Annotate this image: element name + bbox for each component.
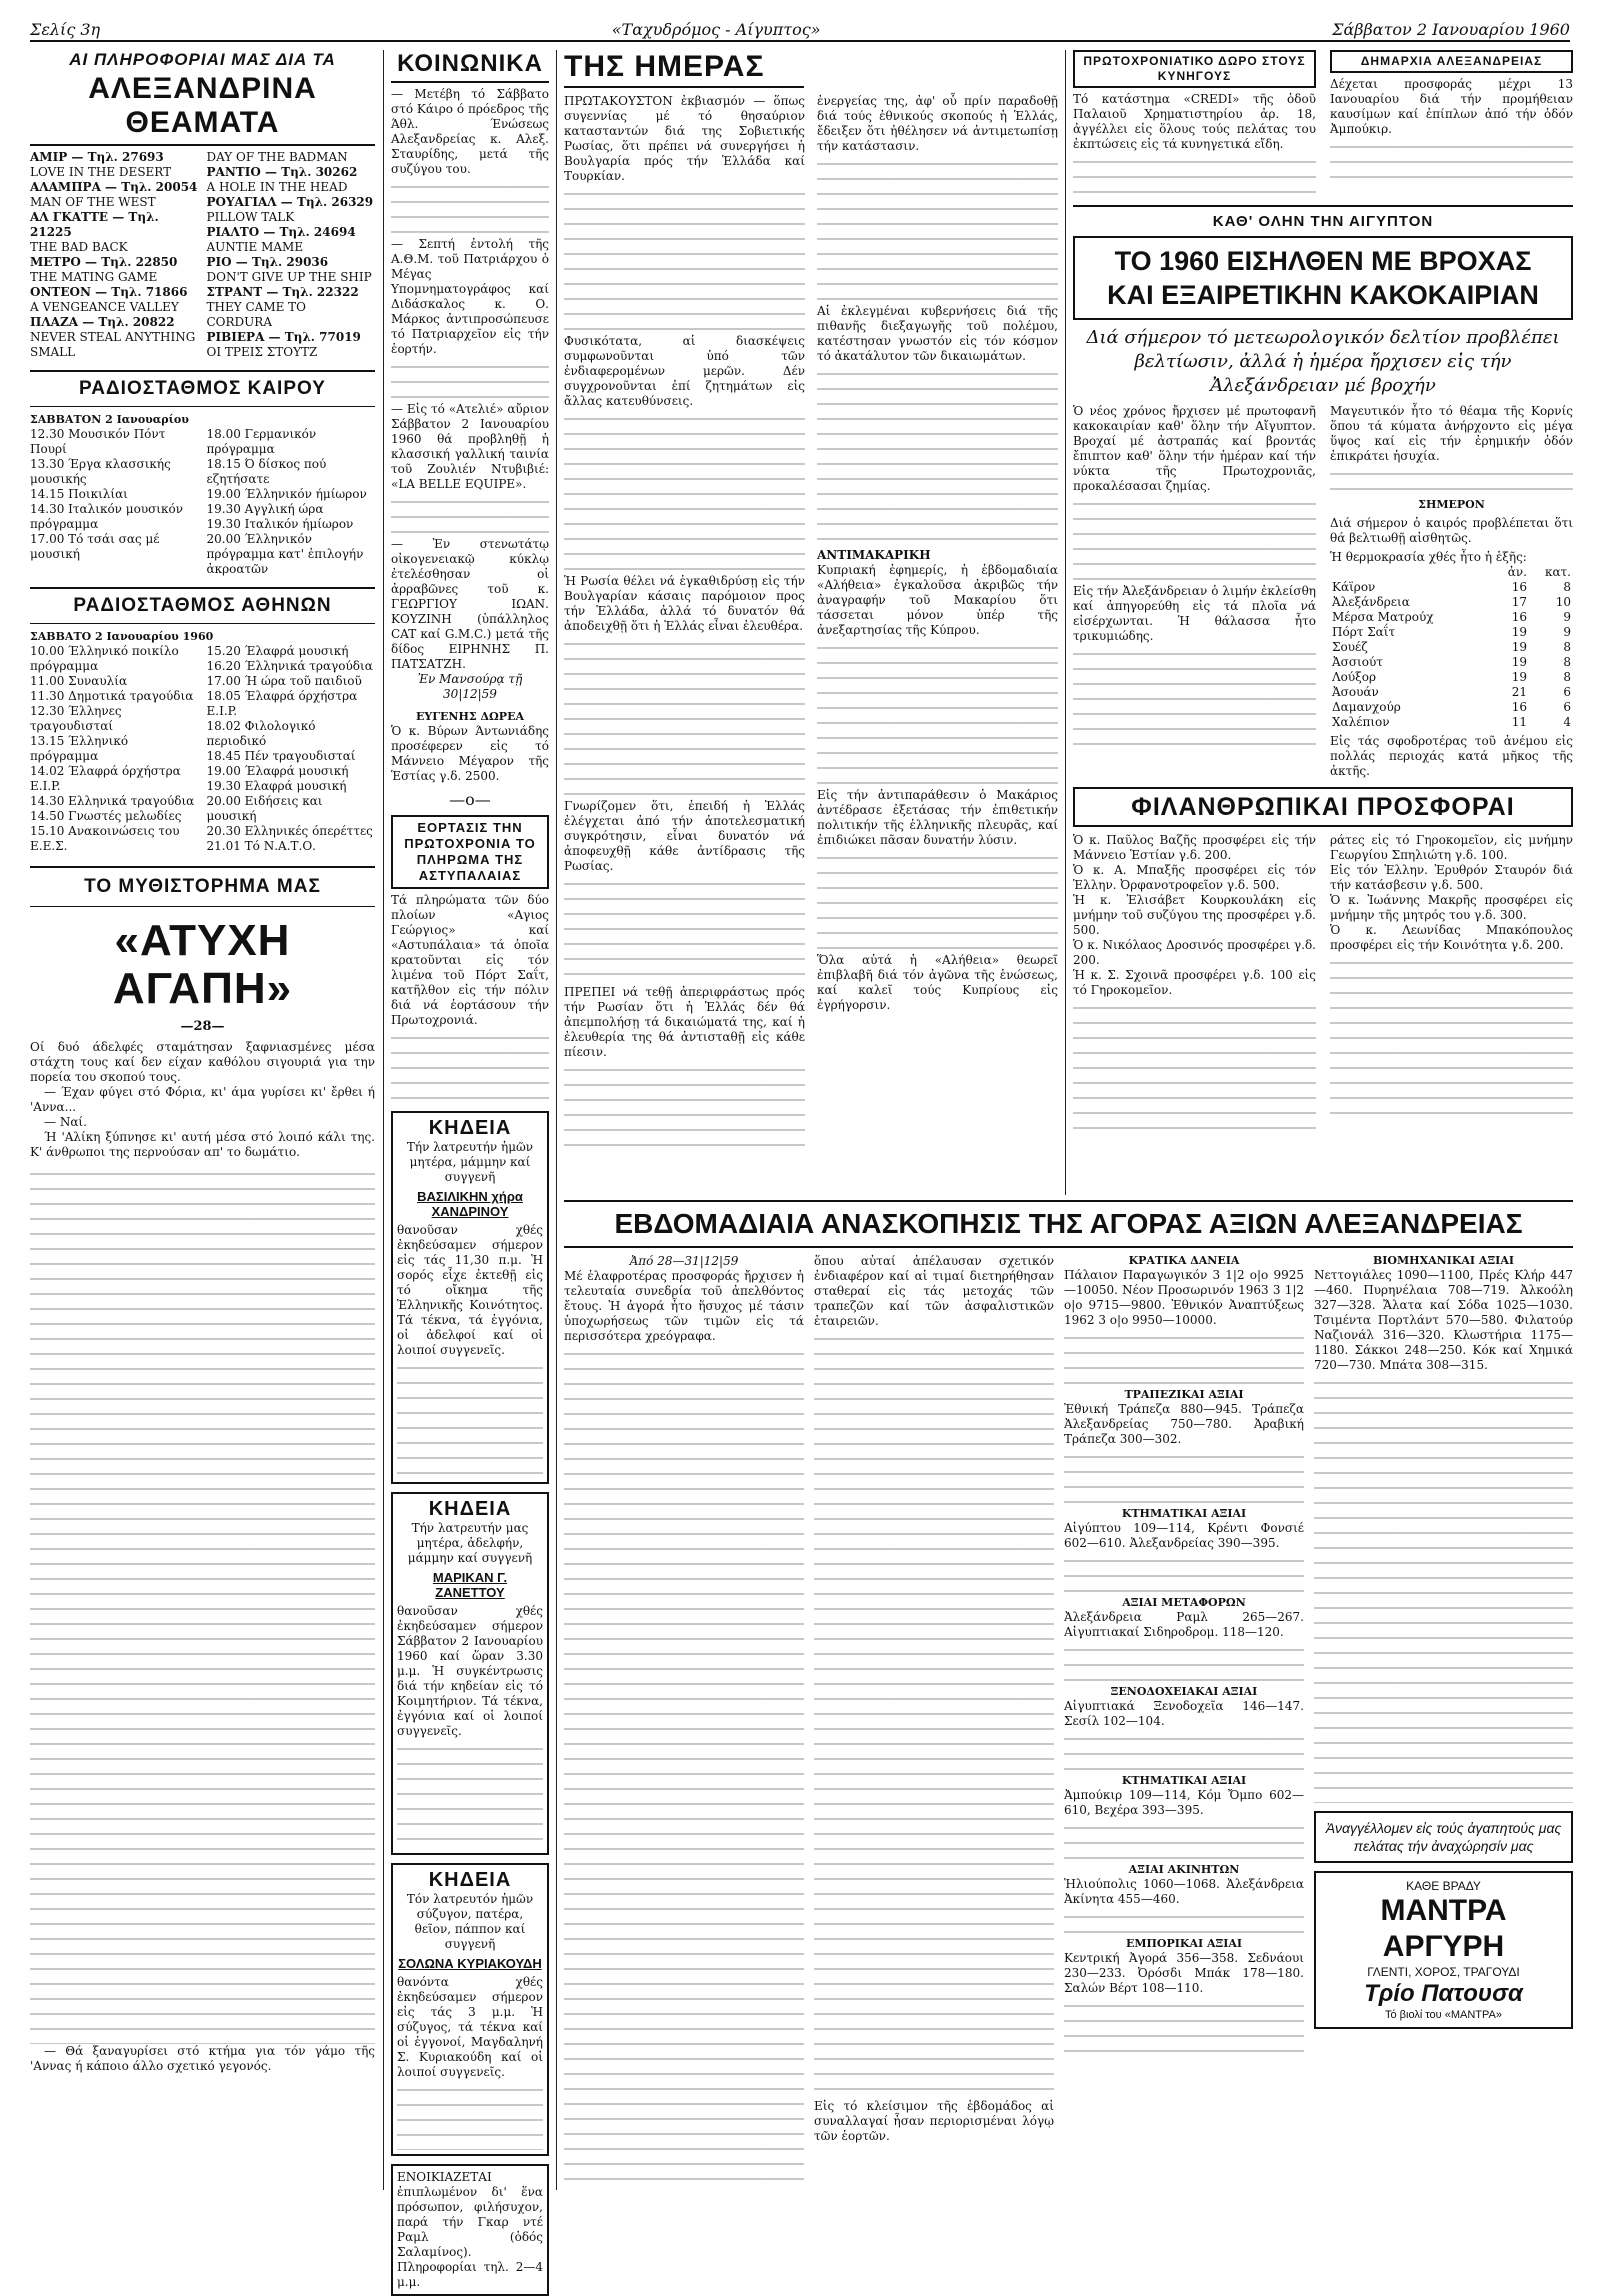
philanthropy-item: Ἡ κ. Ἐλισάβετ Κουρκουλάκη εἰς μνήμην τοῦ συζύγου της προσφέρει γ.δ. 500.: [1073, 893, 1316, 937]
novel-paragraph: — Θά ξαναγυρίσει στό κτήμα για τόν γάμο τῆς 'Αννας ή κάποιο άλλο σχετικό γεγονός.: [30, 2044, 375, 2073]
cinema-item: A VENGEANCE VALLEY: [30, 300, 179, 314]
weather-banner: ΚΑΘ' ΟΛΗΝ ΤΗΝ ΑΙΓΥΠΤΟΝ: [1212, 213, 1434, 230]
schedule-item: 17.00 Τό τσάι σας μέ μουσική: [30, 532, 160, 561]
cinema-item: ΠΛΑΖΑ — Τηλ. 20822: [30, 315, 175, 329]
event-title: ΕΟΡΤΑΣΙΣ ΤΗΝ ΠΡΩΤΟΧΡΟΝΙΑ ΤΟ ΠΛΗΡΩΜΑ ΤΗΣ ΑΣΤΥΠΑΛΑΙΑΣ: [391, 815, 549, 889]
obituary-text-body: [397, 2080, 543, 2150]
city-cell: Λούξορ: [1332, 670, 1377, 684]
page-number: Σελίς 3η: [30, 19, 101, 39]
market-text-body: [1064, 1729, 1304, 1774]
transport-text: Ἀλεξάνδρεια Ραμλ 265—267. Αἰγυπτιακαί Σιδηροδρομ. 118—120.: [1064, 1610, 1304, 1639]
market-title: ΕΒΔΟΜΑΔΙΑΙΑ ΑΝΑΣΚΟΠΗΣΙΣ ΤΗΣ ΑΓΟΡΑΣ ΑΞΙΩΝ ΑΛΕΞΑΝΔΡΕΙΑΣ: [564, 1206, 1573, 1248]
obituary-text-body: [397, 1358, 543, 1478]
day-paragraph: Αἱ ἐκλεγμέναι κυβερνήσεις διά τῆς πιθανῆς διεξαγωγῆς τοῦ πολέμου, κατέστησαν γνωστόν εἰς τόν κόσμον τό ἀκατάλυτον τῶν δικαιωμάτων.: [817, 304, 1058, 363]
day-text-body: [817, 848, 1058, 953]
schedule-item: 21.01 Τό Ν.Α.Τ.Ο.: [206, 839, 316, 853]
day-text-body: [564, 874, 805, 979]
cinema-item: ΡΟΥΑΓΙΑΛ — Τηλ. 26329: [206, 195, 374, 209]
mortgage-text: Αἰγύπτου 109—114, Κρέντι Φονσιέ 602—610. Ἀλεξανδρείας 390—395.: [1064, 1521, 1304, 1550]
obituary-text: θανόντα χθές ἐκηδεύσαμεν σήμερον εἰς τάς 3 μ.μ. Ἡ σύζυγος, τά τέκνα καί οἱ ἐγγονοί, Μαγδαληνή Σ. Κυριακούδη καί οἱ λοιποί συγγενεῖς.: [397, 1975, 543, 2079]
philanthropy-item: Ὁ κ. Παῦλος Βαζῆς προσφέρει εἰς τήν Μάννειο Ἑστίαν γ.δ. 200.: [1073, 833, 1316, 862]
schedule-item: 12.30 Έλληνες τραγουδισταί: [30, 704, 122, 733]
loans-text: Πάλαιον Παραγωγικόν 3 1|2 ο|ο 9925—10050. Νέον Προσωρινόν 1963 3 1|2 ο|ο 9715—9800. Ἐθνικόν Ἀναπτύξεως 1962 3 ο|ο 9950—10000.: [1064, 1268, 1304, 1327]
cinema-item: THE MATING GAME: [30, 270, 158, 284]
market-text-body: [1064, 1551, 1304, 1596]
novel-section-title: ΤΟ ΜΥΘΙΣΤΟΡΗΜΑ ΜΑΣ: [84, 876, 321, 897]
philanthropy-title: ΦΙΛΑΝΘΡΩΠΙΚΑΙ ΠΡΟΣΦΟΡΑΙ: [1073, 787, 1573, 827]
day-paragraph: Γνωρίζομεν ὅτι, ἐπειδή ἡ Ἑλλάς ἐλέγχεται ἀπό τήν ἀποτελεσματική συγκρότησιν, εἶναι δυνατόν νά ἀποφευχθῇ κάθε ἀντίδρασις τῆς Ρωσίας.: [564, 799, 805, 873]
novel-paragraph: — Έχαν φύγει στό Φόρια, κι' άμα γυρίσει κι' ἔρθει ή 'Αννα...: [30, 1085, 375, 1114]
schedule-item: 14.15 Ποικιλίαι: [30, 487, 128, 501]
cinema-item: LOVE IN THE DESERT: [30, 165, 172, 179]
cinema-item: ΑΜΙΡ — Τηλ. 27693: [30, 150, 164, 164]
weather-subhead: Διά σήμερον τό μετεωρολογικόν δελτίον προβλέπει βελτίωσιν, ἀλλά ἡ ἡμέρα ἤρχισεν εἰς τήν Ἀλεξάνδρειαν μέ βροχήν: [1086, 327, 1560, 396]
table-row: [1330, 610, 1573, 625]
min-cell: 8: [1563, 655, 1571, 669]
min-cell: 6: [1563, 700, 1571, 714]
running-header: [30, 18, 1570, 42]
day-text-body: [564, 634, 805, 799]
schedule-item: 18.00 Γερμανικόν πρόγραμμα: [206, 427, 317, 456]
banks-text: Ἐθνική Τράπεζα 880—945. Τράπεζα Ἀλεξανδρείας 750—780. Ἀραβική Τράπεζα 300—302.: [1064, 1402, 1304, 1446]
hotels-title: ΞΕΝΟΔΟΧΕΙΑΚΑΙ ΑΞΙΑΙ: [1110, 1685, 1258, 1698]
market-text-body: [1314, 1373, 1573, 1803]
column-of-the-day: [564, 50, 1058, 1190]
cinema-list-left: [30, 150, 199, 360]
city-cell: Κάϊρον: [1332, 580, 1376, 594]
industry-text: Νεττογιάλες 1090—1100, Πρές Κλήρ 447—460. Πυρηνέλαια 708—719. Ἀλκοόλη 327—328. Ἄλατα καί Σόδα 1025—1030. Τσιμέντα Πορτλάντ 570—580. Φιλατούρ Ναζιονάλ 316—320. Κλωστήρια 1175—1180. Σάκκοι 248—250. Κόκ καί Χημικά 720—730. Μπάτα 308—315.: [1314, 1268, 1573, 1372]
weather-text-body: [1330, 464, 1573, 494]
day-paragraph: Ἡ Ρωσία θέλει νά ἐγκαθιδρύσῃ εἰς τήν Βουλγαρίαν κάσαις παρόμοιον προς τήν Ἑλλάδα, ἀλλά τό δυνατόν θά ἀποδειχθῇ ὅτι ἡ Ἑλλάς εἶναι ἐλευθέρα.: [564, 574, 805, 633]
ad-footer: Τό βιολί του «ΜΑΝΤΡΑ»: [1385, 2009, 1502, 2021]
table-row: [1330, 595, 1573, 610]
social-item: — Σεπτή ἐντολή τῆς Α.Θ.Μ. τοῦ Πατριάρχου ὁ Μέγας Υπομνηματογράφος καί Διδάσκαλος κ. Ο. Μάρκος ἀντιπροσώπευσε τό Πατριαρχεῖον εἰς τήν ἑορτήν.: [391, 237, 549, 356]
ad-every-night: ΚΑΘΕ ΒΡΑΔΥ: [1406, 1879, 1481, 1893]
philanthropy-item: Εἰς τόν Ἑλλην. Ἐρυθρόν Σταυρόν διά τήν κατάσβεσιν γ.δ. 500.: [1330, 863, 1573, 892]
weather-headline: ΤΟ 1960 ΕΙΣΗΛΘΕΝ ΜΕ ΒΡΟΧΑΣ: [1114, 246, 1532, 276]
cinema-item: MAN OF THE WEST: [30, 195, 156, 209]
cinema-item: PILLOW TALK: [206, 210, 295, 224]
cinema-item: AUNTIE MAME: [206, 240, 304, 254]
day-paragraph: Ὅλα αὐτά ἡ «Αλήθεια» θεωρεῖ ἐπιβλαβῆ διά τόν ἀγῶνα τῆς ἑνώσεως, καί καλεῖ τούς Κυπρίους εἰς ἐγρήγορσιν.: [817, 953, 1058, 1012]
donation-text: Ὁ κ. Βύρων Άντωνιάδης προσέφερεν εἰς τό Μάννειο Μέγαρον τῆς Ἑστίας γ.δ. 2500.: [391, 724, 549, 783]
table-row: [1330, 625, 1573, 640]
radio-cairo-schedule: [30, 427, 375, 577]
section-rule: [564, 1200, 1573, 1202]
hunters-ad: [1073, 50, 1316, 197]
market-text-body: [1064, 1328, 1304, 1388]
temperature-table: [1330, 565, 1573, 730]
notice-ad-text: Ἀναγγέλλομεν εἰς τούς ἀγαπητούς μας πελάτας τήν ἀναχώρησίν μας: [1325, 1820, 1562, 1854]
municipality-text: Δέχεται προσφοράς μέχρι 13 Ιανουαρίου διά τήν προμήθειαν καυσίμων καί ἐπίπλων ἀπό τήν ὁδόν Ἀμπούκιρ.: [1330, 77, 1573, 136]
schedule-item: 20.30 Ελληνικές όπερέττες: [206, 824, 373, 838]
schedule-item: 17.00 Ή ώρα τοῦ παιδιοῦ: [206, 674, 362, 688]
market-col-2: [814, 1254, 1054, 2184]
issue-date: Σάββατον 2 Ιανουαρίου 1960: [1332, 19, 1570, 39]
table-row: [1330, 685, 1573, 700]
schedule-item: 15.20 Έλαφρά μουσική: [206, 644, 349, 658]
weather-left: [1073, 404, 1316, 779]
table-row: [1330, 640, 1573, 655]
market-col-1: [564, 1254, 804, 2184]
weather-paragraph: Μαγευτικόν ἦτο τό θέαμα τῆς Κορνίς ὅπου τά κύματα ἀνήρχοντο εἰς μέγα ὕψος καί εἰς τήν ἐρημικήν ὁδόν ἐπικράτει ἡσυχία.: [1330, 404, 1573, 463]
obituary-title: ΚΗΔΕΙΑ: [428, 1498, 512, 1520]
obituary-title: ΚΗΔΕΙΑ: [428, 1117, 512, 1139]
philanthropy-item: Ὁ κ. Α. Μπαξῆς προσφέρει εἰς τόν Ἑλλην. Ὀρφανοτροφεῖον γ.δ. 500.: [1073, 863, 1316, 892]
weather-headline-box: [1073, 236, 1573, 320]
schedule-item: 20.00 Έλληνικόν πρόγραμμα κατ' ἐπιλογήν ἀκροατῶν: [206, 532, 364, 576]
novel-paragraph: — Ναί.: [44, 1115, 87, 1129]
temps-text: Διά σήμερον ὁ καιρός προβλέπεται ὅτι θά βελτιωθῇ αἰσθητῶς.: [1330, 516, 1573, 545]
social-text-body: [391, 357, 549, 402]
schedule-item: 18.02 Φιλολογικό περιοδικό: [206, 719, 316, 748]
schedule-item: 13.15 Έλληνικό πρόγραμμα: [30, 734, 129, 763]
newspaper-name: «Ταχυδρόμος - Αίγυπτος»: [611, 19, 821, 39]
city-cell: Σουέζ: [1332, 640, 1368, 654]
day-paragraph: Εἰς τήν ἀντιπαράθεσιν ὁ Μακάριος ἀντέδρασε ἐξετάσας τήν ἐπιθετικήν πολιτικήν τῆς ἑλληνικῆς πλευρᾶς, καί ἐπιδιώκει πᾶσαν δυνατήν λύσιν.: [817, 788, 1058, 847]
hunters-ad-title: ΠΡΩΤΟΧΡΟΝΙΑΤΙΚΟ ΔΩΡΟ ΣΤΟΥΣ ΚΥΝΗΓΟΥΣ: [1073, 50, 1316, 88]
day-left-column: [564, 94, 805, 1150]
schedule-item: 14.50 Γνωστές μελωδίες: [30, 809, 182, 823]
cinema-item: ΡΙΑΛΤΟ — Τηλ. 24694: [206, 225, 356, 239]
novel-text-body: [30, 1164, 375, 2044]
obituary-title: ΚΗΔΕΙΑ: [428, 1869, 512, 1891]
philanthropy-text-body: [1330, 953, 1573, 1118]
market-col-3: [1064, 1254, 1304, 2184]
realestate-title: ΑΞΙΑΙ ΑΚΙΝΗΤΩΝ: [1128, 1863, 1240, 1876]
cinema-item: ΣΤΡΑΝΤ — Τηλ. 22322: [206, 285, 359, 299]
cinema-kicker: ΑΙ ΠΛΗΡΟΦΟΡΙΑΙ ΜΑΣ ΔΙΑ ΤΑ: [69, 50, 336, 69]
temps-after: Εἰς τάς σφοδροτέρας τοῦ ἀνέμου εἰς πολλάς περιοχάς κατά μῆκος τῆς ἀκτῆς.: [1330, 734, 1573, 778]
column-entertainment: [30, 50, 375, 2200]
min-cell: 9: [1563, 625, 1571, 639]
social-item: — Εἰς τό «Ατελιέ» αὔριον Σάββατον 2 Ιανουαρίου 1960 θά προβληθῇ ἡ κλασσική γαλλική ταινία τοῦ Ζουλιέν Ντυβιβιέ: «LA BELLE EQUIPE».: [391, 402, 549, 491]
schedule-item: 10.00 Έλληνικό ποικίλο πρόγραμμα: [30, 644, 179, 673]
radio-athens-day: ΣΑΒΒΑΤΟ 2 Ιανουαρίου 1960: [30, 630, 214, 643]
max-cell: 11: [1511, 715, 1527, 729]
obituary-text: θανοῦσαν χθές ἐκηδεύσαμεν σήμερον Σάββατον 2 Ιανουαρίου 1960 καί ὥραν 3.30 μ.μ. Ἡ συγκέντρωσις διά τήν κηδείαν εἰς τό Κοιμητήριον. Τά τέκνα, ἐγγόνια καί οἱ λοιποί συγγενεῖς.: [397, 1604, 543, 1738]
schedule-item: 14.30 Ιταλικόν μουσικόν πρόγραμμα: [30, 502, 184, 531]
cinema-item: ΑΛ ΓΚΑΤΤΕ — Τηλ. 21225: [30, 210, 159, 239]
min-cell: 8: [1563, 580, 1571, 594]
max-cell: 19: [1511, 625, 1527, 639]
industry-title: ΒΙΟΜΗΧΑΝΙΚΑΙ ΑΞΙΑΙ: [1372, 1254, 1515, 1267]
market-text-body: [1064, 1640, 1304, 1685]
radio-athens-title: ΡΑΔΙΟΣΤΑΘΜΟΣ ΑΘΗΝΩΝ: [73, 595, 332, 616]
max-cell: 21: [1511, 685, 1527, 699]
cinema-item: ΜΕΤΡΟ — Τηλ. 22850: [30, 255, 178, 269]
min-cell: 6: [1563, 685, 1571, 699]
obituary-box: [391, 1492, 549, 1855]
social-dateline: Ἐν Μανσούρᾳ τῇ 30|12|59: [417, 672, 523, 701]
market-text-body: [1064, 1447, 1304, 1507]
column-social: [391, 50, 549, 2289]
philanthropy-item: Ὁ κ. Νικόλαος Δροσινός προσφέρει γ.δ. 200.: [1073, 938, 1316, 967]
novel-paragraph: Ή 'Αλίκη ξύπνησε κι' αυτή μέσα στό λοιπό κάλι της. Κ' άνθρωποι της περνούσαν απ' το δωμάτιο.: [30, 1130, 375, 1159]
weather-right: [1330, 404, 1573, 779]
table-row: [1330, 700, 1573, 715]
social-item: — Ἐν στενωτάτῳ οἰκογενειακῷ κύκλῳ ἐτελέσθησαν οἱ ἀρραβῶνες τοῦ κ. ΓΕΩΡΓΙΟΥ ΙΩΑΝ. ΚΟΥΖΙΝΗ (ὑπάλληλος CAT καί G.M.C.) μετά τῆς δίδος ΕΙΡΗΝΗΣ Π. ΠΑΤΣΑΤΖΗ.: [391, 537, 549, 671]
hotels-text: Αἰγυπτιακά Ξενοδοχεῖα 146—147. Σεσίλ 102—104.: [1064, 1699, 1304, 1728]
cinema-item: ΡΑΝΤΙΟ — Τηλ. 30262: [206, 165, 358, 179]
schedule-item: 19.30 Ιταλικόν ήμίωρον: [206, 517, 354, 531]
ad-trio: Τρίο Πατουσα: [1364, 1980, 1523, 2007]
novel-part: —28—: [180, 1019, 225, 1034]
day-title: ΤΗΣ ΗΜΕΡΑΣ: [564, 50, 804, 88]
min-cell: 10: [1555, 595, 1571, 609]
day-paragraph: ἐνεργείας της, ἀφ' οὗ πρίν παραδοθῇ διά τούς ἐθνικούς σκοπούς ἡ Ἑλλάς, ἔδειξεν ὅτι ἠθέλησεν νά ἀντιμετωπίσῃ τήν κατάστασιν.: [817, 94, 1058, 153]
table-row: [1330, 655, 1573, 670]
antimakariki-title: ΑΝΤΙΜΑΚΑΡΙΚΗ: [817, 548, 931, 562]
min-cell: 8: [1563, 670, 1571, 684]
philanthropy-item: Ἡ κ. Σ. Σχοινᾶ προσφέρει γ.δ. 100 εἰς τό Γηροκομεῖον.: [1073, 968, 1316, 997]
cinema-item: THEY CAME TO CORDURA: [206, 300, 307, 329]
municipality-title: ΔΗΜΑΡΧΙΑ ΑΛΕΞΑΝΔΡΕΙΑΣ: [1330, 50, 1573, 73]
market-paragraph: ὅπου αὐταί ἀπέλαυσαν σχετικόν ἐνδιαφέρον καί αἱ τιμαί διετηρήθησαν σταθεραί εἰς τάς μετοχάς τῶν τραπεζῶν καί τῶν ἀσφαλιστικῶν ἑταιρειῶν.: [814, 1254, 1054, 1328]
column-rule: [556, 50, 557, 2190]
donation-title: ΕΥΓΕΝΗΣ ΔΩΡΕΑ: [415, 710, 524, 723]
day-paragraph: Κυπριακή ἐφημερίς, ἡ ἑβδομαδιαία «Αλήθεια» ἐγκαλοῦσα ἀκριβῶς τήν ἀναγραφήν τοῦ Μακαρίου ὅτι τάσσεται μόνον ὑπέρ τῆς ἀνεξαρτησίας τῆς Κύπρου.: [817, 563, 1058, 637]
cinema-item: ΑΛΑΜΠΡΑ — Τηλ. 20054: [30, 180, 198, 194]
social-text-body: [391, 492, 549, 537]
header-cell: [1330, 565, 1485, 580]
day-text-body: [817, 154, 1058, 304]
max-cell: 16: [1511, 610, 1527, 624]
day-right-column: [817, 94, 1058, 1150]
min-cell: 9: [1563, 610, 1571, 624]
table-row: [1330, 715, 1573, 730]
cinema-item: ΡΙΟ — Τηλ. 29036: [206, 255, 329, 269]
header-cell: ἀν.: [1507, 565, 1527, 579]
max-cell: 19: [1511, 670, 1527, 684]
mortgage-title: ΚΤΗΜΑΤΙΚΑΙ ΑΞΙΑΙ: [1121, 1507, 1247, 1520]
social-title: ΚΟΙΝΩΝΙΚΑ: [391, 50, 549, 83]
classified-ad: ΕΝΟΙΚΙΑΖΕΤΑΙ ἐπιπλωμένον δι' ἕνα πρόσωπον, φιλήσυχον, παρά τήν Γκαρ ντέ Ραμλ (ὁδός Σαλαμίνος). Πληροφορίαι τηλ. 2—4 μ.μ.: [391, 2164, 549, 2296]
market-text-body: [1064, 1907, 1304, 1937]
obituary-text: θανοῦσαν χθές ἐκηδεύσαμεν σήμερον εἰς τάς 11,30 π.μ. Ἡ σορός εἶχε ἐκτεθῇ εἰς τό οἴκημα τῆς Ἑλληνικῆς Κοινότητος. Τά τέκνα, τά ἐγγόνια, οἱ ἀδελφοί καί οἱ λοιποί συγγενεῖς.: [397, 1223, 543, 1357]
max-cell: 16: [1511, 700, 1527, 714]
schedule-item: 14.02 Έλαφρά όρχήστρα E.I.P.: [30, 764, 181, 793]
market-text-body: [1064, 1996, 1304, 2056]
hunters-ad-text: Τό κατάστημα «CREDI» τῆς ὁδοῦ Παλαιοῦ Χρηματιστηρίου ἀρ. 18, ἀγγέλλει εἰς ὅλους τούς πελάτας του ἐκπτώσεις εἰς τά κυνηγετικά εἴδη.: [1073, 92, 1316, 151]
day-paragraph: ΠΡΩΤΑΚΟΥΣΤΟΝ ἐκβιασμόν — ὅπως συγεννίας μέ τό θησαύριον κατασταντών διά της Σοβιετικής Ρωσίας, ὅτι πρέπει νά συνεργήσει ἡ Βουλγαρία πρός τήν Ἑλλάδα καί Τουρκίαν.: [564, 94, 805, 183]
cinema-list-right: [207, 150, 376, 360]
cinema-listings: [30, 150, 375, 360]
ad-venue-name: ΜΑΝΤΡΑ ΑΡΓΥΡΗ: [1380, 1894, 1507, 1963]
column-rule: [383, 50, 384, 2190]
municipality-body: [1330, 137, 1573, 182]
max-cell: 19: [1511, 640, 1527, 654]
cinema-item: DON'T GIVE UP THE SHIP: [206, 270, 372, 284]
obituary-name: ΜΑΡΙΚΑΝ Γ. ΖΑΝΕΤΤΟΥ: [432, 1570, 508, 1600]
schedule-item: 16.20 Έλληνικά τραγούδια: [206, 659, 373, 673]
transport-title: ΑΞΙΑΙ ΜΕΤΑΦΟΡΩΝ: [1122, 1596, 1246, 1609]
philanthropy-item: Ὁ κ. Ἰωάννης Μακρῆς προσφέρει εἰς μνήμην τῆς μητρός του γ.δ. 300.: [1330, 893, 1573, 922]
table-row: [1330, 670, 1573, 685]
schedule-item: 20.00 Ειδήσεις και μουσική: [206, 794, 323, 823]
day-text-body: [817, 638, 1058, 788]
market-paragraph: Μέ ἐλαφροτέρας προσφοράς ἤρχισεν ἡ τελευταία συνεδρία τοῦ ἀπελθόντος ἔτους. Ἡ ἀγορά ἦτο ἥσυχος μέ τάσιν ὑποχωρήσεως τῶν τιμῶν εἰς τά περισσότερα χρεόγραφα.: [564, 1269, 804, 1343]
schedule-item: 14.30 Ελληνικά τραγούδια: [30, 794, 195, 808]
schedule-item: 13.30 Έργα κλασσικής μουσικής: [30, 457, 171, 486]
philanthropy-text-body: [1073, 998, 1316, 1133]
cinema-item: ΡΙΒΙΕΡΑ — Τηλ. 77019: [206, 330, 361, 344]
min-cell: 8: [1563, 640, 1571, 654]
day-text-body: [817, 364, 1058, 544]
weather-text-body: [1073, 494, 1316, 584]
max-cell: 16: [1511, 580, 1527, 594]
cinema-item: THE BAD BACK: [30, 240, 128, 254]
event-text: Τά πληρώματα τῶν δύο πλοίων «Αγιος Γεώργιος» καί «Αστυπάλαια» τά ὁποῖα κρατοῦνται εἰς τόν λιμένα τοῦ Πόρτ Σαΐτ, κατῆλθον εἰς τήν πόλιν διά νά ἑορτάσουν τήν Πρωτοχρονιά.: [391, 893, 549, 1027]
obituary-name: ΒΑΣΙΛΙΚΗΝ χήρα ΧΑΝΔΡΙΝΟΥ: [417, 1189, 523, 1219]
market-text-body: [814, 1329, 1054, 2099]
loans-title: ΚΡΑΤΙΚΑ ΔΑΝΕΙΑ: [1128, 1254, 1240, 1267]
day-text-body: [564, 409, 805, 574]
schedule-item: 19.00 Έλαφρά μουσική: [206, 764, 349, 778]
column-rule: [1065, 50, 1066, 1195]
city-cell: Ἀσουάν: [1332, 685, 1379, 699]
radio-cairo-title: ΡΑΔΙΟΣΤΑΘΜΟΣ ΚΑΙΡΟΥ: [79, 378, 326, 399]
novel-name: «ΑΤΥΧΗ ΑΓΑΠΗ»: [112, 916, 293, 1013]
day-text-body: [564, 1060, 805, 1150]
hunters-ad-body: [1073, 152, 1316, 197]
trade-text: Κεντρική Ἀγορά 356—358. Σεδνάουι 230—233. Ὀρόσδι Μπάκ 178—180. Σαλών Βέρτ 108—110.: [1064, 1951, 1304, 1995]
banks-title: ΤΡΑΠΕΖΙΚΑΙ ΑΞΙΑΙ: [1124, 1388, 1244, 1401]
schedule-item: 18.45 Πέν τραγουδισταί: [206, 749, 356, 763]
temps-intro: Ἡ θερμοκρασία χθές ἦτο ἡ ἑξῆς:: [1330, 550, 1527, 564]
cinema-item: ΟΙ ΤΡΕΙΣ ΣΤΟΥΤΖ: [206, 345, 318, 359]
weather-paragraph: Ὁ νέος χρόνος ἤρχισεν μέ πρωτοφανῆ κακοκαιρίαν καθ' ὅλην τήν Αἴγυπτον. Βροχαί μέ ἀστραπάς καί βροντάς ἔπιπτον καθ' ὅλην τήν ἡμέραν καί τήν νύκτα τῆς Πρωτοχρονιᾶς, προκαλέσασαι ζημίας.: [1073, 404, 1316, 493]
day-paragraph: Φυσικότατα, αἱ διασκέψεις συμφωνοῦνται ὑπό τῶν ἐνδιαφερομένων μερῶν. Δέν συγχρονοῦνται ἐπί ζητημάτων εἰς ἄλλας κατευθύνσεις.: [564, 334, 805, 408]
radio-cairo-day: ΣΑΒΒΑΤΟΝ 2 Ιανουαρίου: [30, 413, 189, 426]
city-cell: Χαλέπιον: [1332, 715, 1390, 729]
temps-title: ΣΗΜΕΡΟΝ: [1418, 498, 1485, 511]
land-text: Ἀμπούκιρ 109—114, Κόμ Ὄμπο 602—610, Βεχέρα 393—395.: [1064, 1788, 1304, 1817]
market-text-body: [1064, 1818, 1304, 1863]
schedule-item: 19.30 Αγγλική ώρα: [206, 502, 324, 516]
schedule-item: 15.10 Ανακοινώσεις του Ε.Ε.Σ.: [30, 824, 180, 853]
philanthropy-left: [1073, 833, 1316, 1133]
mantra-argyri-ad: [1314, 1871, 1573, 2029]
column-news: [1073, 50, 1573, 1195]
social-item: — Μετέβη τό Σάββατο στό Κάιρο ό πρόεδρος τῆς Άθλ. Ένώσεως Αλεξανδρείας κ. Αλεξ. Σταυρίδης, μετά τῆς συζύγου του.: [391, 87, 549, 176]
city-cell: Πόρτ Σαΐτ: [1332, 625, 1396, 639]
philanthropy-item: Ὁ κ. Λεωνίδας Μπακόπουλος προσφέρει εἰς τήν Κοινότητα γ.δ. 200.: [1330, 923, 1573, 952]
schedule-item: 11.30 Δημοτικά τραγούδια: [30, 689, 194, 703]
radio-athens-schedule: [30, 644, 375, 854]
realestate-text: Ἡλιούπολις 1060—1068. Ἀλεξάνδρεια Ἀκίνητα 455—460.: [1064, 1877, 1304, 1906]
obituary-box: [391, 1111, 549, 1484]
city-cell: Δαμανχούρ: [1332, 700, 1401, 714]
city-cell: Ἀλεξάνδρεια: [1332, 595, 1410, 609]
schedule-item: 18.05 Έλαφρά όρχήστρα E.I.P.: [206, 689, 358, 718]
market-dateline: Ἀπό 28—31|12|59: [629, 1254, 739, 1268]
obituary-intro: Τήν λατρευτήν μας μητέρα, ἀδελφήν, μάμμην καί συγγενῆ: [407, 1521, 533, 1565]
ad-subtitle: ΓΛΕΝΤΙ, ΧΟΡΟΣ, ΤΡΑΓΟΥΔΙ: [1367, 1965, 1520, 1979]
min-cell: 4: [1563, 715, 1571, 729]
obituary-intro: Τόν λατρευτόν ἡμῶν σύζυγον, πατέρα, θεῖον, πάππον καί συγγενῆ: [406, 1892, 534, 1951]
day-text-body: [564, 184, 805, 334]
obituary-intro: Τήν λατρευτήν ἡμῶν μητέρα, μάμμην καί συγγενῆ: [406, 1140, 534, 1184]
obituary-box: [391, 1863, 549, 2156]
divider-ornament: —o—: [449, 790, 491, 809]
market-review: [564, 1206, 1573, 2196]
max-cell: 19: [1511, 655, 1527, 669]
obituary-name: ΣΟΛΩΝΑ ΚΥΡΙΑΚΟΥΔΗ: [398, 1956, 542, 1971]
schedule-item: 19.30 Ελαφρά μουσική: [206, 779, 347, 793]
obituary-text-body: [397, 1739, 543, 1849]
market-text-body: [564, 1344, 804, 2184]
philanthropy-item: ράτες εἰς τό Γηροκομεῖον, εἰς μνήμην Γεωργίου Σπηλιώτη γ.δ. 100.: [1330, 833, 1573, 862]
notice-ad: [1314, 1811, 1573, 1863]
schedule-item: 12.30 Μουσικόν Πόντ Πουρί: [30, 427, 166, 456]
schedule-item: 11.00 Συναυλία: [30, 674, 128, 688]
max-cell: 17: [1511, 595, 1527, 609]
schedule-item: 18.15 Ό δίσκος πού εζητήσατε: [206, 457, 327, 486]
weather-text-body: [1073, 644, 1316, 754]
cinema-item: NEVER STEAL ANYTHING SMALL: [30, 330, 196, 359]
cinema-title: ΑΛΕΞΑΝΔΡΙΝΑ ΘΕΑΜΑΤΑ: [88, 72, 317, 139]
table-row: [1330, 580, 1573, 595]
novel-paragraph: Οί δυό άδελφές σταμάτησαν ξαφνιασμένες μέσα στάχτη τους καί δεν είχαν καθόλου σιγουριά για την πορεία του σκοπού τους.: [30, 1040, 375, 1084]
municipality-notice: [1330, 50, 1573, 197]
cinema-item: ΟΝΤΕΟΝ — Τηλ. 71866: [30, 285, 188, 299]
philanthropy-right: [1330, 833, 1573, 1133]
header-cell: κατ.: [1544, 565, 1571, 579]
table-header: [1330, 565, 1573, 580]
market-paragraph: Εἰς τό κλείσιμον τῆς ἑβδομάδος αἱ συναλλαγαί ἦσαν περιορισμέναι λόγῳ τῶν ἑορτῶν.: [814, 2099, 1054, 2143]
weather-paragraph: Εἰς τήν Ἀλεξάνδρειαν ὁ λιμήν ἐκλείσθη καί ἀπηγορεύθη εἰς τά πλοῖα νά εἰσέρχωνται. Ἡ θάλασσα ἦτο τρικυμιώδης.: [1073, 584, 1316, 643]
land-title: ΚΤΗΜΑΤΙΚΑΙ ΑΞΙΑΙ: [1121, 1774, 1247, 1787]
market-col-4: [1314, 1254, 1573, 2184]
cinema-item: A HOLE IN THE HEAD: [206, 180, 348, 194]
schedule-item: 19.00 Έλληνικόν ήμίωρον: [206, 487, 367, 501]
cinema-item: DAY OF THE BADMAN: [206, 150, 348, 164]
city-cell: Ἀσσιούτ: [1332, 655, 1383, 669]
trade-title: ΕΜΠΟΡΙΚΑΙ ΑΞΙΑΙ: [1125, 1937, 1243, 1950]
event-text-body: [391, 1028, 549, 1103]
weather-headline: ΚΑΙ ΕΞΑΙΡΕΤΙΚΗΝ ΚΑΚΟΚΑΙΡΙΑΝ: [1107, 280, 1539, 310]
day-paragraph: ΠΡΕΠΕΙ νά τεθῇ ἀπεριφράστως πρός τήν Ρωσίαν ὅτι ἡ Ἑλλάς δέν θά ἀπεμπολήσῃ τά δικαιώματά της, καί ἡ ἐλευθερία της θά ἀντισταθῇ εἰς κάθε πίεσιν.: [564, 985, 805, 1059]
social-text-body: [391, 177, 549, 237]
city-cell: Μέρσα Ματρούχ: [1332, 610, 1434, 624]
